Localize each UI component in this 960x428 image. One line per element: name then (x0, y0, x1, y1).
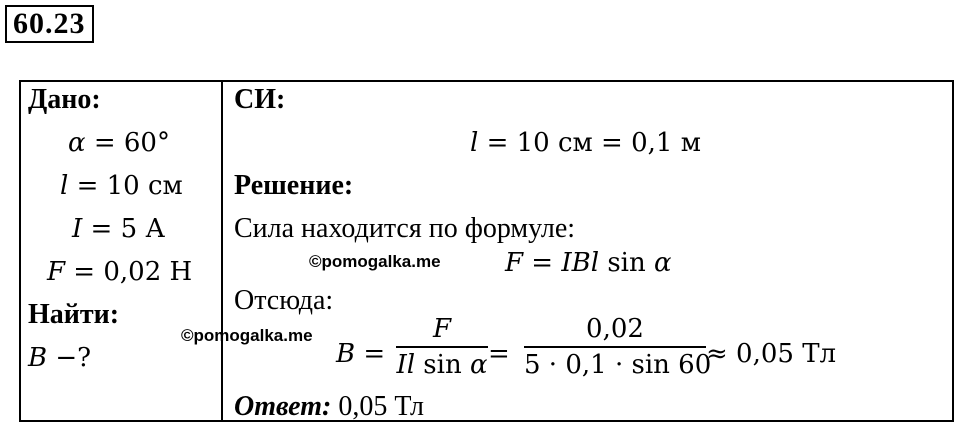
given-force: F = 0,02 Н (47, 257, 193, 287)
fraction-2-bar (524, 346, 706, 348)
fraction-1 (396, 314, 488, 380)
fraction-1-bar (396, 346, 488, 348)
result-approx: ≈ 0,05 Тл (706, 339, 837, 369)
solution-line2: Отсюда: (234, 285, 334, 316)
watermark-2: ©pomogalka.me (181, 326, 313, 345)
given-alpha: α = 60° (68, 128, 170, 158)
problem-number: 60.23 (5, 5, 94, 43)
fraction-1-denominator: Il sin α (396, 350, 488, 380)
given-heading: Дано: (28, 84, 101, 115)
fraction-2-numerator: 0,02 (586, 314, 644, 344)
given-length: l = 10 см (60, 171, 183, 201)
si-conversion: l = 10 см = 0,1 м (470, 128, 701, 158)
solution-heading: Решение: (234, 170, 354, 201)
fraction-1-numerator: F (432, 314, 452, 344)
column-divider (221, 80, 223, 422)
answer-line: Ответ: 0,05 Тл (234, 391, 425, 422)
force-formula: F = IBl sin α (505, 248, 672, 278)
find-value: B −? (28, 343, 92, 373)
given-current: I = 5 А (72, 214, 166, 244)
solution-line1: Сила находится по формуле: (234, 213, 576, 244)
find-heading: Найти: (28, 299, 120, 330)
equals-2: = (488, 339, 510, 369)
fraction-2-denominator: 5 · 0,1 · sin 60 (524, 350, 712, 380)
fraction-2 (524, 314, 712, 380)
b-lhs: B = (336, 339, 386, 369)
si-heading: СИ: (234, 84, 286, 115)
watermark-1: ©pomogalka.me (309, 252, 441, 271)
